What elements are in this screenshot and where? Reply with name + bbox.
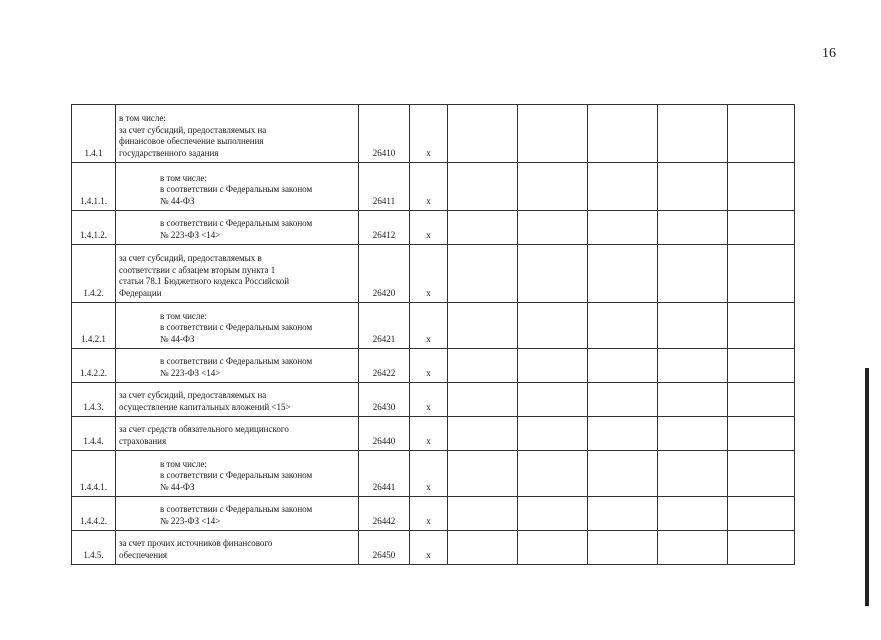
row-number: 1.4.4.: [72, 417, 116, 451]
row-mark: x: [410, 245, 448, 303]
description-line: № 44-ФЗ: [160, 333, 195, 344]
page-number: 16: [822, 46, 836, 61]
row-number: 1.4.4.1.: [72, 451, 116, 497]
row-mark: x: [410, 417, 448, 451]
row-description: [116, 245, 359, 303]
description-line: в том числе:: [160, 458, 207, 469]
description-line: в соответствии с Федеральным законом: [160, 356, 313, 366]
empty-value-cell: [518, 303, 588, 349]
empty-value-cell: [658, 211, 728, 245]
empty-value-cell: [448, 211, 518, 245]
empty-value-cell: [588, 451, 658, 497]
row-code: 26420: [359, 245, 410, 303]
empty-value-cell: [448, 497, 518, 531]
row-code: 26412: [359, 211, 410, 245]
row-number: 1.4.5.: [72, 531, 116, 565]
empty-value-cell: [658, 417, 728, 451]
row-mark: x: [410, 105, 448, 163]
empty-value-cell: [588, 497, 658, 531]
empty-value-cell: [448, 105, 518, 163]
empty-value-cell: [588, 211, 658, 245]
table-row: [72, 497, 795, 531]
description-line: за счет субсидий, предоставляемых на: [119, 390, 267, 400]
empty-value-cell: [448, 245, 518, 303]
description-line: в том числе:: [160, 310, 207, 321]
row-description: [116, 163, 359, 211]
empty-value-cell: [518, 163, 588, 211]
description-line: в соответствии с Федеральным законом: [160, 184, 313, 194]
empty-value-cell: [658, 349, 728, 383]
empty-value-cell: [658, 383, 728, 417]
empty-value-cell: [658, 531, 728, 565]
empty-value-cell: [728, 303, 795, 349]
row-code: 26441: [359, 451, 410, 497]
empty-value-cell: [448, 417, 518, 451]
row-code: 26430: [359, 383, 410, 417]
row-mark: x: [410, 531, 448, 565]
description-line: обеспечения: [119, 549, 168, 560]
empty-value-cell: [728, 349, 795, 383]
row-description: [116, 303, 359, 349]
description-line: в соответствии с Федеральным законом: [160, 218, 313, 228]
description-line: в соответствии с Федеральным законом: [160, 470, 313, 480]
row-mark: x: [410, 349, 448, 383]
table-row: [72, 383, 795, 417]
row-number: 1.4.1.1.: [72, 163, 116, 211]
empty-value-cell: [658, 451, 728, 497]
row-description: [116, 105, 359, 163]
description-line: финансовое обеспечение выполнения: [119, 136, 264, 146]
empty-value-cell: [518, 211, 588, 245]
row-code: 26421: [359, 303, 410, 349]
empty-value-cell: [448, 303, 518, 349]
empty-value-cell: [448, 531, 518, 565]
description-line: № 223-ФЗ <14>: [160, 229, 221, 240]
table-row: [72, 303, 795, 349]
row-number: 1.4.1.2.: [72, 211, 116, 245]
empty-value-cell: [588, 303, 658, 349]
row-description: [116, 349, 359, 383]
empty-value-cell: [448, 163, 518, 211]
description-line: за счет субсидий, предоставляемых на: [119, 124, 267, 135]
table-row: [72, 245, 795, 303]
empty-value-cell: [518, 497, 588, 531]
table-row: [72, 163, 795, 211]
empty-value-cell: [658, 303, 728, 349]
empty-value-cell: [518, 105, 588, 163]
row-mark: x: [410, 497, 448, 531]
empty-value-cell: [658, 163, 728, 211]
description-line: в том числе:: [160, 172, 207, 183]
row-description: [116, 531, 359, 565]
description-line: № 223-ФЗ <14>: [160, 367, 221, 378]
table-row: [72, 105, 795, 163]
empty-value-cell: [518, 451, 588, 497]
empty-value-cell: [588, 349, 658, 383]
description-line: № 44-ФЗ: [160, 481, 195, 492]
empty-value-cell: [588, 163, 658, 211]
row-mark: x: [410, 211, 448, 245]
empty-value-cell: [518, 245, 588, 303]
empty-value-cell: [588, 417, 658, 451]
row-description: [116, 211, 359, 245]
row-mark: x: [410, 163, 448, 211]
scan-edge-mark: [865, 368, 869, 606]
description-line: страхования: [119, 435, 167, 446]
empty-value-cell: [658, 105, 728, 163]
empty-value-cell: [588, 245, 658, 303]
empty-value-cell: [728, 211, 795, 245]
row-description: [116, 451, 359, 497]
empty-value-cell: [728, 531, 795, 565]
empty-value-cell: [518, 383, 588, 417]
row-mark: x: [410, 303, 448, 349]
empty-value-cell: [728, 417, 795, 451]
description-line: соответствии с абзацем вторым пункта 1: [119, 264, 276, 275]
description-line: Федерации: [119, 287, 162, 298]
description-line: № 44-ФЗ: [160, 195, 195, 206]
empty-value-cell: [728, 383, 795, 417]
empty-value-cell: [728, 451, 795, 497]
table-row: [72, 531, 795, 565]
row-description: [116, 497, 359, 531]
empty-value-cell: [588, 383, 658, 417]
empty-value-cell: [518, 531, 588, 565]
description-line: в соответствии с Федеральным законом: [160, 322, 313, 332]
row-number: 1.4.3.: [72, 383, 116, 417]
description-line: за счет субсидий, предоставляемых в: [119, 253, 262, 263]
row-code: 26422: [359, 349, 410, 383]
table-row: [72, 349, 795, 383]
budget-table: [71, 104, 795, 565]
empty-value-cell: [728, 163, 795, 211]
row-mark: x: [410, 383, 448, 417]
empty-value-cell: [658, 245, 728, 303]
row-number: 1.4.2.1: [72, 303, 116, 349]
row-number: 1.4.4.2.: [72, 497, 116, 531]
description-line: за счет прочих источников финансового: [119, 538, 273, 548]
empty-value-cell: [518, 349, 588, 383]
description-line: государственного задания: [119, 147, 219, 158]
row-code: 26411: [359, 163, 410, 211]
row-code: 26442: [359, 497, 410, 531]
empty-value-cell: [588, 105, 658, 163]
description-line: в том числе:: [119, 113, 166, 123]
row-code: 26410: [359, 105, 410, 163]
row-mark: x: [410, 451, 448, 497]
table-row: [72, 451, 795, 497]
row-code: 26440: [359, 417, 410, 451]
row-description: [116, 383, 359, 417]
row-number: 1.4.2.: [72, 245, 116, 303]
description-line: за счет средств обязательного медицинского: [119, 424, 289, 434]
empty-value-cell: [728, 245, 795, 303]
description-line: статьи 78.1 Бюджетного кодекса Российской: [119, 276, 290, 286]
table-row: [72, 417, 795, 451]
row-code: 26450: [359, 531, 410, 565]
empty-value-cell: [588, 531, 658, 565]
row-description: [116, 417, 359, 451]
empty-value-cell: [658, 497, 728, 531]
empty-value-cell: [728, 105, 795, 163]
row-number: 1.4.2.2.: [72, 349, 116, 383]
description-line: в соответствии с Федеральным законом: [160, 504, 313, 514]
empty-value-cell: [728, 497, 795, 531]
empty-value-cell: [448, 451, 518, 497]
row-number: 1.4.1: [72, 105, 116, 163]
empty-value-cell: [448, 383, 518, 417]
description-line: осуществление капитальных вложений <15>: [119, 401, 291, 412]
table-row: [72, 211, 795, 245]
empty-value-cell: [518, 417, 588, 451]
description-line: № 223-ФЗ <14>: [160, 515, 221, 526]
empty-value-cell: [448, 349, 518, 383]
